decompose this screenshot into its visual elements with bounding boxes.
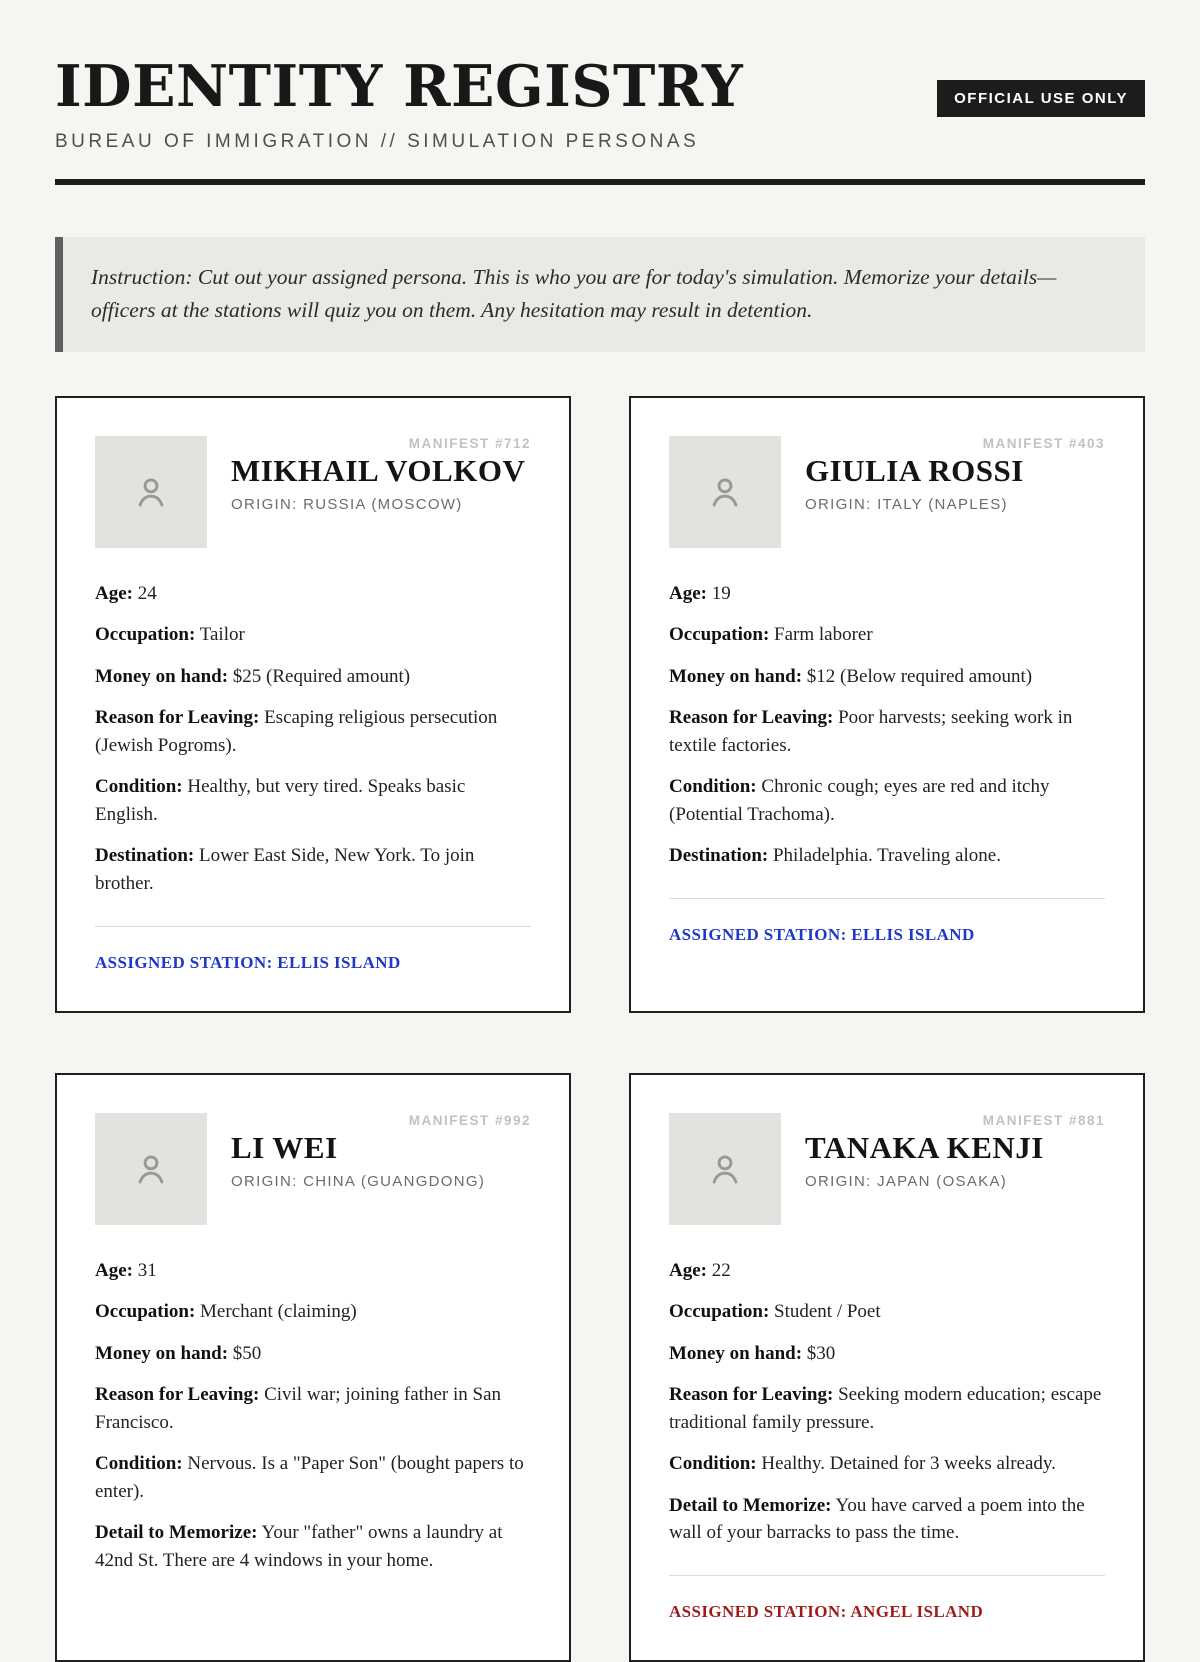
card-divider: [669, 898, 1105, 899]
field-condition: [95, 773, 531, 828]
field-label: Money on hand:: [95, 1342, 229, 1364]
field-value: Your "father" owns a laundry at 42nd St. There are 4 windows in your home.: [95, 1522, 503, 1571]
field-label: Condition:: [95, 776, 183, 798]
card-divider: [669, 1575, 1105, 1576]
field-value: $25 (Required amount): [232, 665, 411, 687]
page-title: IDENTITY REGISTRY: [55, 53, 744, 120]
field-value: $30: [806, 1342, 836, 1364]
persona-fields: [669, 580, 1105, 870]
field-value: Seeking modern education; escape traditional family pressure.: [669, 1384, 1102, 1433]
field-label: Detail to Memorize:: [669, 1494, 832, 1516]
field-value: Escaping religious persecution (Jewish Pogroms).: [95, 707, 498, 756]
field-money: [669, 663, 1105, 691]
field-value: Farm laborer: [774, 624, 873, 646]
field-label: Occupation:: [669, 1301, 770, 1323]
avatar: [95, 436, 207, 548]
field-label: Age:: [95, 1259, 133, 1281]
field-reason: [95, 1381, 531, 1436]
avatar: [95, 1113, 207, 1225]
field-value: You have carved a poem into the wall of your barracks to pass the time.: [669, 1494, 1085, 1544]
field-label: Age:: [669, 1259, 707, 1281]
card-header-text: [231, 436, 531, 548]
field-label: Condition:: [669, 776, 757, 798]
person-icon: [128, 469, 174, 515]
card-header: [669, 436, 1105, 548]
person-icon: [702, 469, 748, 515]
field-occupation: [95, 1298, 531, 1326]
field-label: Money on hand:: [95, 665, 229, 687]
field-reason: [669, 1381, 1105, 1436]
card-header-text: [805, 1113, 1105, 1225]
persona-origin: ORIGIN: ITALY (NAPLES): [805, 496, 1008, 514]
field-condition: [669, 773, 1105, 828]
field-age: [669, 1257, 1105, 1285]
field-destination: [95, 842, 531, 897]
persona-card-mikhail-volkov: [55, 396, 571, 1013]
official-use-badge: OFFICIAL USE ONLY: [937, 80, 1145, 117]
persona-card-giulia-rossi: [629, 396, 1145, 1013]
header-text-block: [55, 53, 744, 120]
assigned-station: ASSIGNED STATION: ANGEL ISLAND: [669, 1601, 984, 1621]
manifest-number: MANIFEST #403: [982, 435, 1105, 451]
card-header: [669, 1113, 1105, 1225]
field-age: [95, 580, 531, 608]
persona-card-tanaka-kenji: [629, 1073, 1145, 1662]
page-subtitle: BUREAU OF IMMIGRATION // SIMULATION PERSONAS: [55, 131, 700, 152]
field-value: $12 (Below required amount): [806, 665, 1033, 687]
field-age: [669, 580, 1105, 608]
card-header: [95, 1113, 531, 1225]
field-label: Reason for Leaving:: [669, 1384, 834, 1406]
persona-origin: ORIGIN: RUSSIA (MOSCOW): [231, 496, 463, 514]
person-icon: [702, 1146, 748, 1192]
field-label: Reason for Leaving:: [95, 1384, 260, 1406]
field-label: Detail to Memorize:: [95, 1522, 258, 1544]
assigned-station: ASSIGNED STATION: ELLIS ISLAND: [669, 925, 975, 944]
persona-fields: [95, 580, 531, 898]
field-label: Money on hand:: [669, 1342, 803, 1364]
field-occupation: [669, 621, 1105, 649]
field-value: 22: [711, 1259, 731, 1281]
field-money: [95, 1340, 531, 1368]
field-label: Destination:: [95, 845, 195, 867]
card-header-text: [231, 1113, 531, 1225]
field-value: 24: [137, 582, 157, 604]
card-divider: [95, 926, 531, 927]
avatar: [669, 1113, 781, 1225]
field-label: Destination:: [669, 845, 769, 867]
field-money: [669, 1340, 1105, 1368]
field-value: Philadelphia. Traveling alone.: [772, 845, 1001, 867]
manifest-number: MANIFEST #881: [982, 1112, 1105, 1128]
field-value: Student / Poet: [774, 1301, 881, 1323]
field-occupation: [95, 621, 531, 649]
field-destination: [669, 842, 1105, 870]
card-header-text: [805, 436, 1105, 548]
manifest-number: MANIFEST #712: [408, 435, 531, 451]
persona-card-li-wei: [55, 1073, 571, 1662]
person-icon: [128, 1146, 174, 1192]
instruction-box: Instruction: Cut out your assigned persona. This is who you are for today's simulation. Memorize your details—officers at the stations will quiz you on them. Any hesitation may result in detention.: [55, 237, 1145, 352]
field-value: Civil war; joining father in San Francisco.: [95, 1384, 501, 1433]
field-condition: [95, 1450, 531, 1505]
field-money: [95, 663, 531, 691]
field-value: Merchant (claiming): [200, 1301, 357, 1323]
page-header: [55, 53, 1145, 120]
field-value: Healthy. Detained for 3 weeks already.: [761, 1453, 1056, 1475]
card-header: [95, 436, 531, 548]
field-value: Chronic cough; eyes are red and itchy (Potential Trachoma).: [669, 776, 1050, 825]
persona-name: TANAKA KENJI: [805, 1129, 1044, 1165]
field-detail: [669, 1492, 1105, 1547]
manifest-number: MANIFEST #992: [408, 1112, 531, 1128]
persona-cards-grid: [55, 396, 1145, 1662]
field-reason: [95, 704, 531, 759]
assigned-station: ASSIGNED STATION: ELLIS ISLAND: [95, 952, 401, 972]
persona-name: GIULIA ROSSI: [805, 452, 1024, 488]
field-value: Lower East Side, New York. To join brother.: [95, 845, 475, 894]
persona-fields: [95, 1257, 531, 1575]
persona-origin: ORIGIN: CHINA (GUANGDONG): [231, 1173, 486, 1191]
field-label: Money on hand:: [669, 665, 803, 687]
avatar: [669, 436, 781, 548]
persona-origin: ORIGIN: JAPAN (OSAKA): [805, 1173, 1008, 1191]
field-occupation: [669, 1298, 1105, 1326]
field-detail: [95, 1519, 531, 1574]
field-label: Occupation:: [669, 624, 770, 646]
field-value: Poor harvests; seeking work in textile factories.: [669, 707, 1073, 756]
header-rule: [55, 179, 1145, 185]
field-age: [95, 1257, 531, 1285]
persona-name: MIKHAIL VOLKOV: [231, 452, 526, 488]
field-label: Reason for Leaving:: [95, 707, 260, 729]
field-value: $50: [232, 1342, 262, 1364]
field-reason: [669, 704, 1105, 759]
field-value: 31: [137, 1259, 157, 1281]
field-label: Condition:: [669, 1453, 757, 1475]
field-label: Occupation:: [95, 1301, 196, 1323]
field-value: Nervous. Is a "Paper Son" (bought papers to enter).: [95, 1453, 524, 1502]
field-value: Healthy, but very tired. Speaks basic English.: [95, 776, 466, 825]
field-label: Age:: [669, 582, 707, 604]
field-label: Condition:: [95, 1453, 183, 1475]
field-condition: [669, 1450, 1105, 1478]
field-label: Age:: [95, 582, 133, 604]
field-label: Occupation:: [95, 624, 196, 646]
persona-name: LI WEI: [231, 1129, 338, 1165]
field-value: 19: [711, 582, 731, 604]
field-label: Reason for Leaving:: [669, 707, 834, 729]
persona-fields: [669, 1257, 1105, 1547]
field-value: Tailor: [199, 624, 245, 646]
